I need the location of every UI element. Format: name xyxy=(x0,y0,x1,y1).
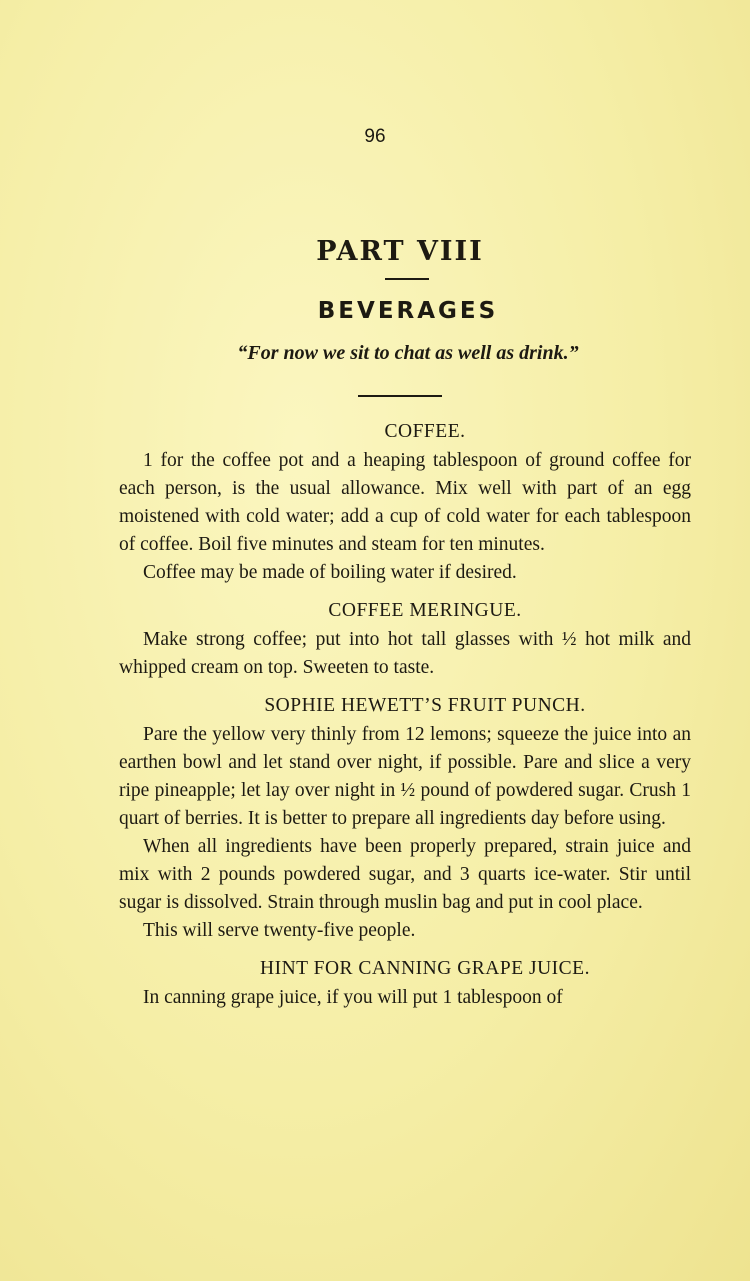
recipe-title: COFFEE. xyxy=(384,421,466,442)
divider-rule xyxy=(358,395,442,397)
recipe-paragraph: In canning grape juice, if you will put 1 tablespoon of xyxy=(143,987,563,1008)
recipe-paragraph: Make strong coffee; put into hot tall glasses with ½ hot milk and whipped cream on top. Sweeten to taste. xyxy=(119,629,691,678)
recipes-body xyxy=(119,418,691,1022)
recipe-grape-juice-hint xyxy=(119,955,691,1012)
section-title: BEVERAGES xyxy=(317,298,499,324)
recipe-title: COFFEE MERINGUE. xyxy=(328,600,522,621)
recipe-title: SOPHIE HEWETT’S FRUIT PUNCH. xyxy=(264,695,586,716)
recipe-title: HINT FOR CANNING GRAPE JUICE. xyxy=(260,958,590,979)
recipe-paragraph: Pare the yellow very thinly from 12 lemons; squeeze the juice into an earthen bowl and let stand over night, if possible. Pare and slice a very ripe pineapple; let lay over night in ½ pound of powdered sugar. Crush 1 quart of berries. It is better to prepare all ingredients day before using. xyxy=(119,724,691,829)
divider-rule xyxy=(385,278,429,280)
recipe-paragraph: This will serve twenty-five people. xyxy=(143,920,416,941)
recipe-fruit-punch xyxy=(119,692,691,945)
recipe-paragraph: Coffee may be made of boiling water if desired. xyxy=(143,562,517,583)
recipe-coffee-meringue xyxy=(119,597,691,682)
epigraph: “For now we sit to chat as well as drink.” xyxy=(237,342,579,364)
page-number: 96 xyxy=(364,126,386,147)
recipe-paragraph: 1 for the coffee pot and a heaping tablespoon of ground coffee for each person, is the usual allowance. Mix well with part of an egg moistened with cold water; add a cup of cold water for each tablespoon of coffee. Boil five minutes and steam for ten minutes. xyxy=(119,450,691,555)
part-title: PART VIII xyxy=(316,236,484,267)
recipe-paragraph: When all ingredients have been properly prepared, strain juice and mix with 2 pounds powdered sugar, and 3 quarts ice-water. Stir until sugar is dissolved. Strain through muslin bag and put in cool place. xyxy=(119,836,691,913)
recipe-coffee xyxy=(119,418,691,587)
